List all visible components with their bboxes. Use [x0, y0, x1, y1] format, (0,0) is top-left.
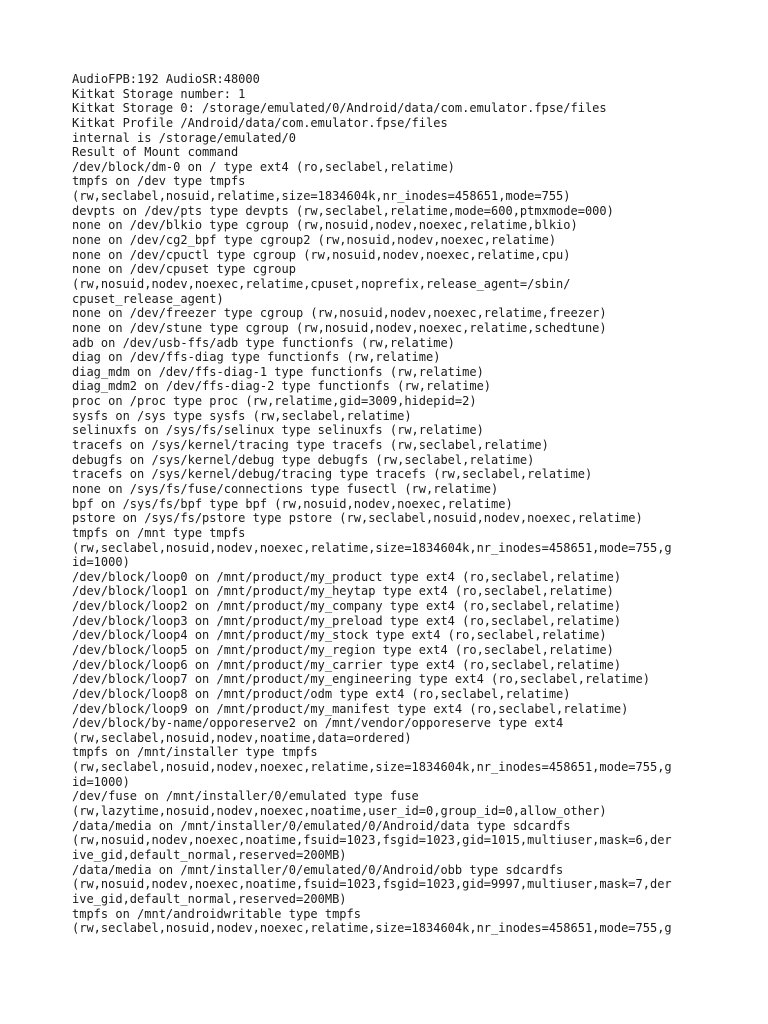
log-line: /dev/fuse on /mnt/installer/0/emulated type fuse: [72, 789, 419, 804]
log-line: /dev/block/loop1 on /mnt/product/my_heytap type ext4 (ro,seclabel,relatime): [72, 584, 614, 599]
log-line: /dev/block/dm-0 on / type ext4 (ro,seclabel,relatime): [72, 159, 455, 174]
log-line: none on /dev/blkio type cgroup (rw,nosuid,nodev,noexec,relatime,blkio): [72, 218, 578, 233]
log-line: /dev/block/loop3 on /mnt/product/my_preload type ext4 (ro,seclabel,relatime): [72, 613, 622, 628]
log-line: (rw,lazytime,nosuid,nodev,noexec,noatime,user_id=0,group_id=0,allow_other): [72, 804, 607, 819]
log-line: /dev/block/by-name/opporeserve2 on /mnt/vendor/opporeserve type ext4: [72, 716, 564, 731]
log-line: pstore on /sys/fs/pstore type pstore (rw,seclabel,nosuid,nodev,noexec,relatime): [72, 511, 643, 526]
log-line: tmpfs on /mnt/androidwritable type tmpfs: [72, 906, 361, 921]
log-line: Kitkat Profile /Android/data/com.emulator.fpse/files: [72, 115, 448, 130]
log-line: tracefs on /sys/kernel/tracing type tracefs (rw,seclabel,relatime): [72, 438, 549, 453]
log-line: ive_gid,default_normal,reserved=200MB): [72, 847, 347, 862]
log-line: (rw,seclabel,nosuid,nodev,noexec,relatime,size=1834604k,nr_inodes=458651,mode=755,g: [72, 921, 672, 936]
log-line: selinuxfs on /sys/fs/selinux type selinuxfs (rw,relatime): [72, 423, 484, 438]
log-line: none on /dev/cg2_bpf type cgroup2 (rw,nosuid,nodev,noexec,relatime): [72, 233, 557, 248]
log-line: /dev/block/loop6 on /mnt/product/my_carrier type ext4 (ro,seclabel,relatime): [72, 657, 622, 672]
log-line: sysfs on /sys type sysfs (rw,seclabel,relatime): [72, 408, 412, 423]
log-line: none on /dev/cpuctl type cgroup (rw,nosuid,nodev,noexec,relatime,cpu): [72, 247, 571, 262]
log-line: diag_mdm on /dev/ffs-diag-1 type functionfs (rw,relatime): [72, 364, 484, 379]
log-line: (rw,seclabel,nosuid,nodev,noexec,relatime,size=1834604k,nr_inodes=458651,mode=755,g: [72, 760, 672, 775]
log-line: cpuset_release_agent): [72, 291, 224, 306]
log-line: bpf on /sys/fs/bpf type bpf (rw,nosuid,nodev,noexec,relatime): [72, 496, 513, 511]
log-line: tmpfs on /mnt type tmpfs: [72, 525, 246, 540]
log-line: id=1000): [72, 555, 130, 570]
log-line: /data/media on /mnt/installer/0/emulated/0/Android/data type sdcardfs: [72, 818, 571, 833]
log-line: (rw,nosuid,nodev,noexec,relatime,cpuset,noprefix,release_agent=/sbin/: [72, 276, 571, 291]
log-line: tracefs on /sys/kernel/debug/tracing type tracefs (rw,seclabel,relatime): [72, 467, 593, 482]
log-line: ive_gid,default_normal,reserved=200MB): [72, 891, 347, 906]
log-line: devpts on /dev/pts type devpts (rw,seclabel,relatime,mode=600,ptmxmode=000): [72, 203, 614, 218]
log-line: /dev/block/loop5 on /mnt/product/my_region type ext4 (ro,seclabel,relatime): [72, 642, 614, 657]
log-line: /dev/block/loop8 on /mnt/product/odm type ext4 (ro,seclabel,relatime): [72, 686, 571, 701]
log-line: Result of Mount command: [72, 145, 239, 160]
log-line: /dev/block/loop7 on /mnt/product/my_engineering type ext4 (ro,seclabel,relatime): [72, 672, 650, 687]
log-line: Kitkat Storage 0: /storage/emulated/0/Android/data/com.emulator.fpse/files: [72, 101, 607, 116]
log-line: tmpfs on /mnt/installer type tmpfs: [72, 745, 318, 760]
log-line: Kitkat Storage number: 1: [72, 86, 246, 101]
log-line: none on /dev/cpuset type cgroup: [72, 262, 296, 277]
log-line: tmpfs on /dev type tmpfs: [72, 174, 246, 189]
log-line: diag_mdm2 on /dev/ffs-diag-2 type functionfs (rw,relatime): [72, 379, 492, 394]
log-line: (rw,seclabel,nosuid,nodev,noexec,relatime,size=1834604k,nr_inodes=458651,mode=755,g: [72, 540, 672, 555]
log-line: adb on /dev/usb-ffs/adb type functionfs (rw,relatime): [72, 335, 455, 350]
log-line: /dev/block/loop0 on /mnt/product/my_product type ext4 (ro,seclabel,relatime): [72, 569, 622, 584]
log-line: /dev/block/loop4 on /mnt/product/my_stock type ext4 (ro,seclabel,relatime): [72, 628, 607, 643]
log-line: (rw,seclabel,nosuid,nodev,noatime,data=ordered): [72, 730, 412, 745]
log-line: /data/media on /mnt/installer/0/emulated/0/Android/obb type sdcardfs: [72, 862, 564, 877]
log-line: none on /dev/freezer type cgroup (rw,nosuid,nodev,noexec,relatime,freezer): [72, 306, 607, 321]
log-line: AudioFPB:192 AudioSR:48000: [72, 72, 260, 86]
log-line: proc on /proc type proc (rw,relatime,gid=3009,hidepid=2): [72, 394, 477, 409]
log-line: /dev/block/loop2 on /mnt/product/my_company type ext4 (ro,seclabel,relatime): [72, 599, 622, 614]
log-line: none on /sys/fs/fuse/connections type fusectl (rw,relatime): [72, 481, 499, 496]
log-line: diag on /dev/ffs-diag type functionfs (rw,relatime): [72, 350, 441, 365]
log-line: internal is /storage/emulated/0: [72, 130, 296, 145]
log-line: none on /dev/stune type cgroup (rw,nosuid,nodev,noexec,relatime,schedtune): [72, 320, 607, 335]
log-line: (rw,nosuid,nodev,noexec,noatime,fsuid=1023,fsgid=1023,gid=9997,multiuser,mask=7,der: [72, 877, 672, 892]
log-line: /dev/block/loop9 on /mnt/product/my_manifest type ext4 (ro,seclabel,relatime): [72, 701, 629, 716]
log-line: id=1000): [72, 774, 130, 789]
mount-log-text: [72, 72, 712, 936]
log-line: (rw,nosuid,nodev,noexec,noatime,fsuid=1023,fsgid=1023,gid=1015,multiuser,mask=6,der: [72, 833, 672, 848]
log-line: debugfs on /sys/kernel/debug type debugfs (rw,seclabel,relatime): [72, 452, 535, 467]
log-line: (rw,seclabel,nosuid,relatime,size=1834604k,nr_inodes=458651,mode=755): [72, 189, 571, 204]
